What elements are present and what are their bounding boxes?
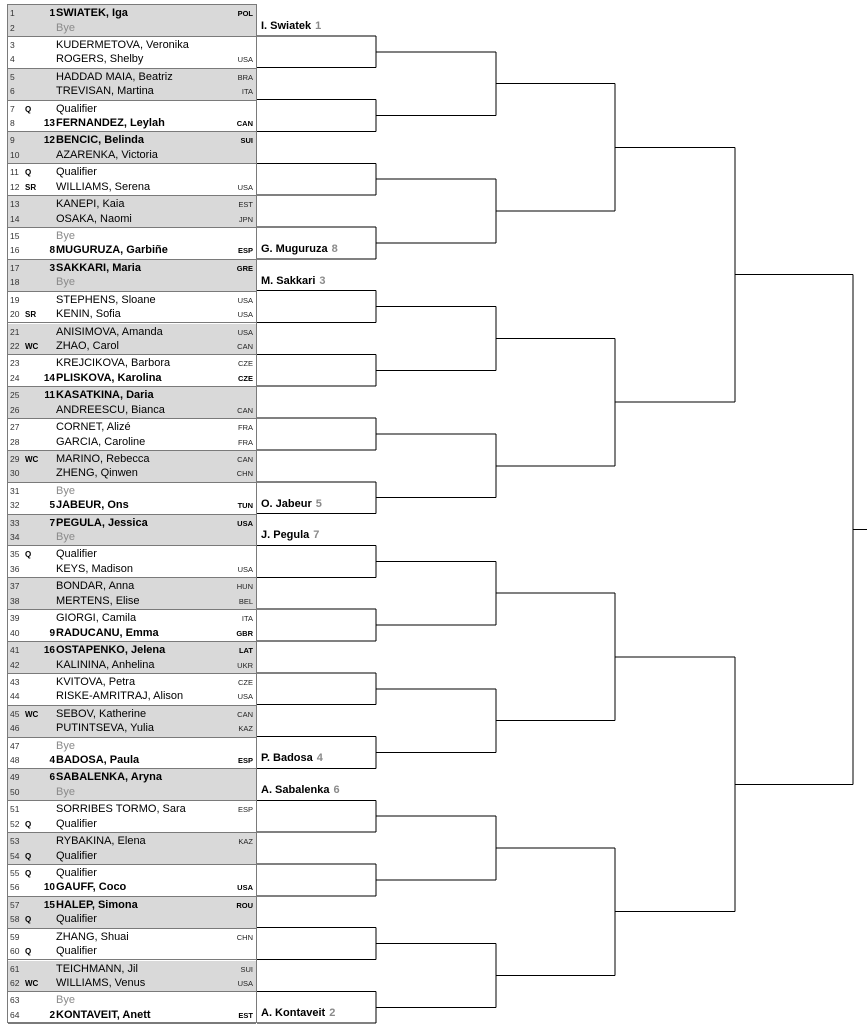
player-name: ZHAO, Carol xyxy=(56,340,119,352)
player-name: WILLIAMS, Serena xyxy=(56,180,151,193)
draw-number: 47 xyxy=(10,740,20,751)
country-code: CHN xyxy=(236,469,253,479)
entry-type: Q xyxy=(25,868,32,878)
draw-number: 49 xyxy=(10,772,20,783)
entry-type: Q xyxy=(25,947,32,957)
player-name: Qualifier xyxy=(56,866,97,879)
country-code: FRA xyxy=(238,437,253,447)
player-name: RISKE-AMRITRAJ, Alison xyxy=(56,690,184,703)
draw-number: 50 xyxy=(10,786,20,797)
entry-type: WC xyxy=(25,454,39,464)
player-name: MUGURUZA, Garbiñe xyxy=(56,244,168,257)
player-name: GARCIA, Caroline xyxy=(56,435,146,448)
country-code: EST xyxy=(238,200,253,210)
player-name: BONDAR, Anna xyxy=(56,580,135,593)
country-code: LAT xyxy=(238,646,253,655)
draw-number: 33 xyxy=(10,517,20,528)
advanced-player-name: O. Jabeur xyxy=(261,497,312,510)
country-code: CZE xyxy=(238,359,253,369)
player-name: JABEUR, Ons xyxy=(56,499,129,512)
player-name: Bye xyxy=(56,229,75,242)
draw-number: 62 xyxy=(10,978,20,988)
advanced-player xyxy=(261,528,319,542)
country-code: CZE xyxy=(238,677,253,687)
draw-number: 56 xyxy=(10,882,20,893)
country-code: EST xyxy=(238,1010,253,1020)
draw-number: 28 xyxy=(10,436,20,447)
country-code: ESP xyxy=(237,246,253,256)
draw-number: 53 xyxy=(10,836,20,847)
player-name: OSTAPENKO, Jelena xyxy=(56,644,166,656)
advanced-player xyxy=(261,242,338,256)
country-code: UKR xyxy=(237,660,253,670)
player-name: ANISIMOVA, Amanda xyxy=(56,325,163,338)
country-code: POL xyxy=(237,9,253,18)
player-name: Qualifier xyxy=(56,945,97,958)
seed-number: 11 xyxy=(44,390,55,402)
player-name: KREJCIKOVA, Barbora xyxy=(56,357,171,370)
player-name: Bye xyxy=(56,739,75,752)
draw-number: 20 xyxy=(10,309,20,320)
country-code: GRE xyxy=(236,263,253,273)
player-name: Bye xyxy=(56,484,75,497)
country-code: SUI xyxy=(240,136,253,146)
player-name: SABALENKA, Aryna xyxy=(56,771,162,784)
entry-type: Q xyxy=(25,168,32,178)
player-name: RADUCANU, Emma xyxy=(56,626,159,639)
country-code: ESP xyxy=(237,805,253,815)
draw-number: 9 xyxy=(10,135,15,146)
seed-number: 10 xyxy=(43,882,55,894)
draw-number: 17 xyxy=(10,262,20,273)
player-name: GIORGI, Camila xyxy=(56,612,137,625)
country-code: HUN xyxy=(236,582,253,592)
draw-number: 31 xyxy=(10,485,20,496)
draw-number: 13 xyxy=(10,199,20,210)
country-code: CAN xyxy=(236,119,253,129)
player-name: TREVISAN, Martina xyxy=(56,85,154,98)
player-name: CORNET, Alizé xyxy=(56,421,131,434)
player-name: Qualifier xyxy=(56,102,97,115)
advanced-player xyxy=(261,751,323,765)
draw-number: 4 xyxy=(10,54,15,65)
player-name: Qualifier xyxy=(56,548,97,561)
draw-number: 45 xyxy=(10,708,20,719)
player-name: KASATKINA, Daria xyxy=(56,389,154,402)
player-name: KEYS, Madison xyxy=(56,562,134,575)
country-code: SUI xyxy=(240,964,253,974)
draw-number: 55 xyxy=(10,867,20,878)
country-code: USA xyxy=(237,883,253,893)
draw-number: 44 xyxy=(10,691,20,702)
advanced-player-name: A. Sabalenka xyxy=(261,784,330,797)
player-name: KANEPI, Kaia xyxy=(56,198,125,211)
draw-number: 21 xyxy=(10,326,20,337)
player-name: PEGULA, Jessica xyxy=(56,516,148,529)
seed-number: 3 xyxy=(49,262,55,274)
seed-number: 1 xyxy=(49,8,55,19)
country-code: JPN xyxy=(238,214,253,224)
player-name: ZHENG, Qinwen xyxy=(56,467,138,480)
player-name: KENIN, Sofia xyxy=(56,308,121,321)
seed-number: 4 xyxy=(49,755,55,767)
advanced-player xyxy=(261,783,340,797)
advanced-player-seed: 8 xyxy=(331,242,338,255)
draw-number: 39 xyxy=(10,613,20,624)
country-code: USA xyxy=(237,327,253,337)
advanced-player-name: M. Sakkari xyxy=(261,274,316,287)
draw-number: 23 xyxy=(10,358,20,369)
player-name: Bye xyxy=(56,276,75,289)
player-name: TEICHMANN, Jil xyxy=(56,962,138,975)
draw-number: 22 xyxy=(10,341,20,351)
advanced-player-name: J. Pegula xyxy=(261,529,310,542)
draw-number: 19 xyxy=(10,294,20,305)
country-code: USA xyxy=(237,310,253,320)
seed-number: 13 xyxy=(43,118,55,130)
player-name: SWIATEK, Iga xyxy=(56,7,128,19)
country-code: ITA xyxy=(241,614,253,624)
country-code: USA xyxy=(237,55,253,65)
player-name: Qualifier xyxy=(56,166,97,179)
draw-number: 32 xyxy=(10,500,20,511)
advanced-player-name: P. Badosa xyxy=(261,752,313,765)
player-name: Bye xyxy=(56,21,75,34)
draw-number: 46 xyxy=(10,723,20,734)
player-name: Qualifier xyxy=(56,849,97,862)
draw-number: 60 xyxy=(10,946,20,957)
player-name: BENCIC, Belinda xyxy=(56,134,145,147)
draw-number: 63 xyxy=(10,995,20,1006)
seed-number: 8 xyxy=(49,245,55,257)
player-name: PUTINTSEVA, Yulia xyxy=(56,722,155,735)
seed-number: 14 xyxy=(43,372,55,384)
country-code: KAZ xyxy=(238,837,253,847)
country-code: USA xyxy=(237,979,253,988)
player-name: KALININA, Anhelina xyxy=(56,658,155,671)
country-code: CHN xyxy=(236,932,253,942)
advanced-player-seed: 5 xyxy=(315,497,322,510)
country-code: USA xyxy=(237,295,253,305)
country-code: CAN xyxy=(237,342,253,351)
player-name: ROGERS, Shelby xyxy=(56,53,144,66)
draw-number: 14 xyxy=(10,213,20,224)
player-name: Qualifier xyxy=(56,913,97,926)
entry-type: Q xyxy=(25,819,32,829)
advanced-player-name: I. Swiatek xyxy=(261,19,312,32)
player-name: Bye xyxy=(56,994,75,1007)
seed-number: 5 xyxy=(49,500,55,512)
draw-number: 42 xyxy=(10,659,20,670)
player-name: BADOSA, Paula xyxy=(56,754,140,767)
draw-number: 27 xyxy=(10,422,20,433)
entry-type: Q xyxy=(25,104,32,114)
draw-number: 7 xyxy=(10,103,15,114)
draw-number: 41 xyxy=(10,645,20,655)
draw-number: 36 xyxy=(10,563,20,574)
draw-number: 1 xyxy=(10,8,15,18)
player-name: GAUFF, Coco xyxy=(56,881,127,894)
draw-number: 16 xyxy=(10,245,20,256)
seed-number: 9 xyxy=(49,627,55,639)
draw-number: 24 xyxy=(10,372,20,383)
entry-type: WC xyxy=(25,709,39,719)
entry-type: SR xyxy=(25,182,37,192)
seed-number: 15 xyxy=(43,899,55,911)
advanced-player-name: G. Muguruza xyxy=(261,242,328,255)
seed-number: 12 xyxy=(43,135,55,147)
draw-number: 58 xyxy=(10,914,20,925)
country-code: USA xyxy=(237,692,253,702)
player-name: SORRIBES TORMO, Sara xyxy=(56,803,186,816)
country-code: FRA xyxy=(238,423,253,433)
player-name: MARINO, Rebecca xyxy=(56,452,150,465)
country-code: CZE xyxy=(238,373,253,383)
draw-number: 57 xyxy=(10,899,20,910)
draw-number: 15 xyxy=(10,230,20,241)
player-name: Bye xyxy=(56,785,75,798)
draw-number: 10 xyxy=(10,149,20,160)
player-name: Bye xyxy=(56,531,75,544)
player-name: PLISKOVA, Karolina xyxy=(56,371,162,384)
draw-number: 29 xyxy=(10,453,20,464)
draw-number: 38 xyxy=(10,595,20,606)
advanced-player xyxy=(261,497,322,511)
draw-number: 3 xyxy=(10,39,15,50)
draw-number: 59 xyxy=(10,931,20,942)
player-name: FERNANDEZ, Leylah xyxy=(56,117,165,130)
country-code: CAN xyxy=(237,709,253,719)
draw-number: 26 xyxy=(10,404,20,415)
draw-number: 6 xyxy=(10,86,15,97)
country-code: BEL xyxy=(238,596,253,606)
entry-type: WC xyxy=(25,342,39,351)
player-name: Qualifier xyxy=(56,817,97,830)
country-code: USA xyxy=(237,182,253,192)
draw-number: 37 xyxy=(10,581,20,592)
seed-number: 2 xyxy=(49,1009,55,1021)
country-code: KAZ xyxy=(238,724,253,734)
draw-number: 51 xyxy=(10,804,20,815)
player-name: RYBAKINA, Elena xyxy=(56,835,146,848)
player-name: STEPHENS, Sloane xyxy=(56,293,156,306)
entry-type: WC xyxy=(25,979,39,988)
player-name: HADDAD MAIA, Beatriz xyxy=(56,70,173,83)
player-name: KONTAVEIT, Anett xyxy=(56,1008,151,1021)
country-code: CAN xyxy=(237,454,253,464)
entry-type: Q xyxy=(25,550,32,560)
advanced-player-seed: 6 xyxy=(333,784,340,797)
player-name: KVITOVA, Petra xyxy=(56,675,136,688)
country-code: USA xyxy=(237,518,253,528)
draw-number: 30 xyxy=(10,468,20,479)
player-name: SAKKARI, Maria xyxy=(56,261,141,274)
country-code: TUN xyxy=(237,501,253,511)
advanced-player-seed: 2 xyxy=(329,1007,336,1020)
draw-number: 35 xyxy=(10,549,20,560)
draw-number: 54 xyxy=(10,850,20,861)
entry-type: Q xyxy=(25,851,32,861)
draw-number: 34 xyxy=(10,532,20,543)
entry-type: SR xyxy=(25,310,37,320)
seed-number: 7 xyxy=(49,517,55,529)
country-code: USA xyxy=(237,564,253,574)
draw-number: 5 xyxy=(10,71,15,82)
draw-number: 48 xyxy=(10,755,20,766)
country-code: ESP xyxy=(237,756,253,766)
player-name: KUDERMETOVA, Veronika xyxy=(56,38,189,51)
advanced-player-seed: 7 xyxy=(313,529,320,542)
player-name: HALEP, Simona xyxy=(56,898,138,911)
player-name: WILLIAMS, Venus xyxy=(56,977,146,989)
draw-number: 52 xyxy=(10,818,20,829)
country-code: CAN xyxy=(237,405,253,415)
advanced-player xyxy=(261,274,326,288)
country-code: ROU xyxy=(236,900,253,910)
draw-number: 64 xyxy=(10,1009,20,1020)
draw-number: 40 xyxy=(10,627,20,638)
advanced-player xyxy=(261,1006,335,1020)
draw-number: 2 xyxy=(10,22,15,33)
seed-number: 16 xyxy=(43,645,55,656)
seed-number: 6 xyxy=(49,772,55,784)
country-code: GBR xyxy=(236,628,253,638)
draw-number: 25 xyxy=(10,390,20,401)
draw-number: 12 xyxy=(10,181,20,192)
advanced-player-seed: 1 xyxy=(315,19,322,32)
player-name: ZHANG, Shuai xyxy=(56,930,129,943)
draw-number: 8 xyxy=(10,118,15,129)
player-name: ANDREESCU, Bianca xyxy=(56,403,165,416)
entry-type: Q xyxy=(25,915,32,925)
player-name: OSAKA, Naomi xyxy=(56,212,132,225)
advanced-player-seed: 4 xyxy=(316,752,323,765)
player-name: MERTENS, Elise xyxy=(56,594,140,607)
country-code: BRA xyxy=(237,72,253,82)
draw-number: 11 xyxy=(10,167,19,178)
advanced-player-seed: 3 xyxy=(319,274,326,287)
advanced-player-name: A. Kontaveit xyxy=(261,1007,326,1020)
country-code: ITA xyxy=(241,87,253,97)
player-name: AZARENKA, Victoria xyxy=(56,148,158,161)
advanced-player xyxy=(261,19,321,33)
draw-number: 18 xyxy=(10,277,20,288)
draw-number: 43 xyxy=(10,676,20,687)
draw-number: 61 xyxy=(10,963,20,974)
player-name: SEBOV, Katherine xyxy=(56,707,147,720)
